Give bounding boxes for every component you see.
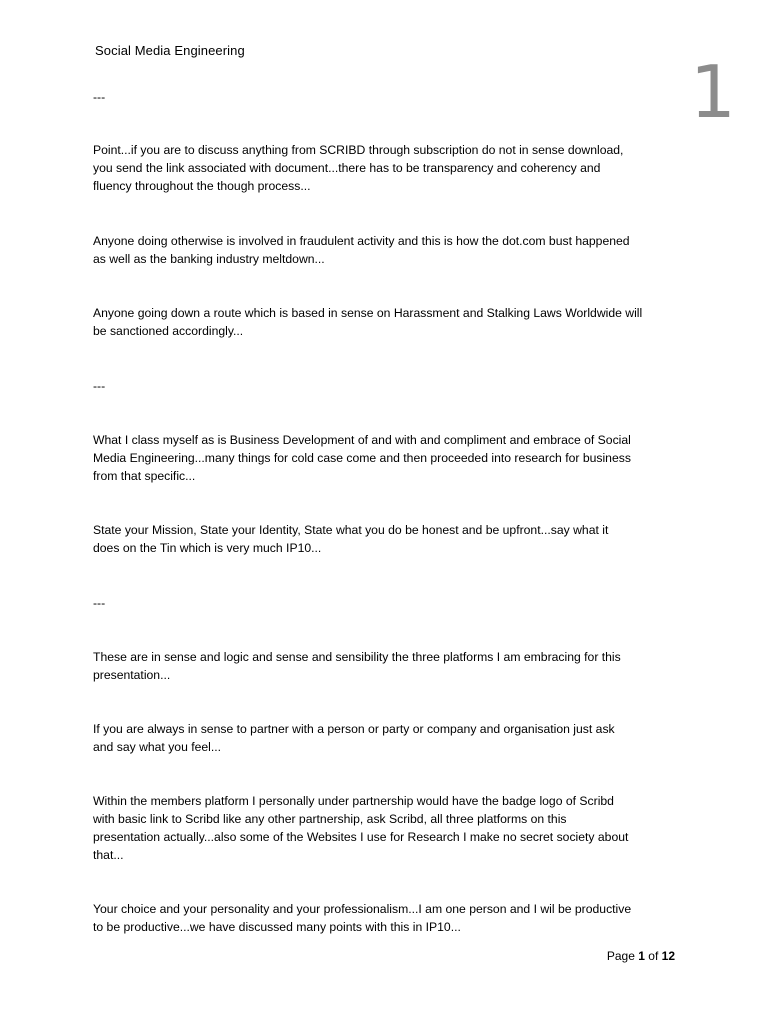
paragraph-line: presentation... xyxy=(93,668,171,682)
paragraph-line: Anyone doing otherwise is involved in fraudulent activity and this is how the dot.com bust happened xyxy=(93,234,630,248)
paragraph-line: you send the link associated with document...there has to be transparency and coherency and xyxy=(93,161,601,175)
paragraph-line: with basic link to Scribd like any other partnership, ask Scribd, all three platforms on this xyxy=(93,812,567,826)
paragraph xyxy=(93,648,683,684)
document-header-title: Social Media Engineering xyxy=(95,43,245,58)
footer-of-word: of xyxy=(648,949,659,963)
paragraph xyxy=(93,141,683,195)
paragraph xyxy=(93,232,683,268)
paragraph xyxy=(93,720,683,756)
paragraph xyxy=(93,521,683,557)
footer-page-word: Page xyxy=(606,949,635,963)
paragraph xyxy=(93,431,683,485)
separator: --- xyxy=(93,379,106,393)
paragraph-line: and say what you feel... xyxy=(93,740,222,754)
page-footer xyxy=(607,947,675,965)
paragraph-line: that... xyxy=(93,848,124,862)
footer-current-page: 1 xyxy=(638,949,645,963)
page-marker-large: 1 xyxy=(690,50,736,134)
paragraph-line: Point...if you are to discuss anything from SCRIBD through subscription do not in sense download, xyxy=(93,143,624,157)
paragraph-line: These are in sense and logic and sense and sensibility the three platforms I am embracing for this xyxy=(93,650,621,664)
footer-total-pages: 12 xyxy=(661,949,675,963)
paragraph-line: from that specific... xyxy=(93,469,196,483)
paragraph-line: presentation actually...also some of the Websites I use for Research I make no secret society about xyxy=(93,830,629,844)
paragraph-line: Your choice and your personality and your professionalism...I am one person and I wil be productive xyxy=(93,902,632,916)
paragraph xyxy=(93,900,683,936)
paragraph-line: State your Mission, State your Identity, State what you do be honest and be upfront...say what it xyxy=(93,523,609,537)
paragraph xyxy=(93,792,683,864)
paragraph-line: Anyone going down a route which is based in sense on Harassment and Stalking Laws Worldwide will xyxy=(93,306,643,320)
paragraph-line: If you are always in sense to partner with a person or party or company and organisation just ask xyxy=(93,722,615,736)
separator: --- xyxy=(93,90,106,104)
paragraph-line: What I class myself as is Business Development of and with and compliment and embrace of Social xyxy=(93,433,631,447)
paragraph-line: to be productive...we have discussed many points with this in IP10... xyxy=(93,920,461,934)
paragraph-line: be sanctioned accordingly... xyxy=(93,324,244,338)
paragraph-line: Media Engineering...many things for cold case come and then proceeded into research for business xyxy=(93,451,631,465)
paragraph-line: as well as the banking industry meltdown... xyxy=(93,252,325,266)
paragraph-line: fluency throughout the though process... xyxy=(93,179,311,193)
paragraph-line: Within the members platform I personally under partnership would have the badge logo of Scribd xyxy=(93,794,614,808)
separator: --- xyxy=(93,596,106,610)
paragraph-line: does on the Tin which is very much IP10... xyxy=(93,541,322,555)
paragraph xyxy=(93,304,683,340)
